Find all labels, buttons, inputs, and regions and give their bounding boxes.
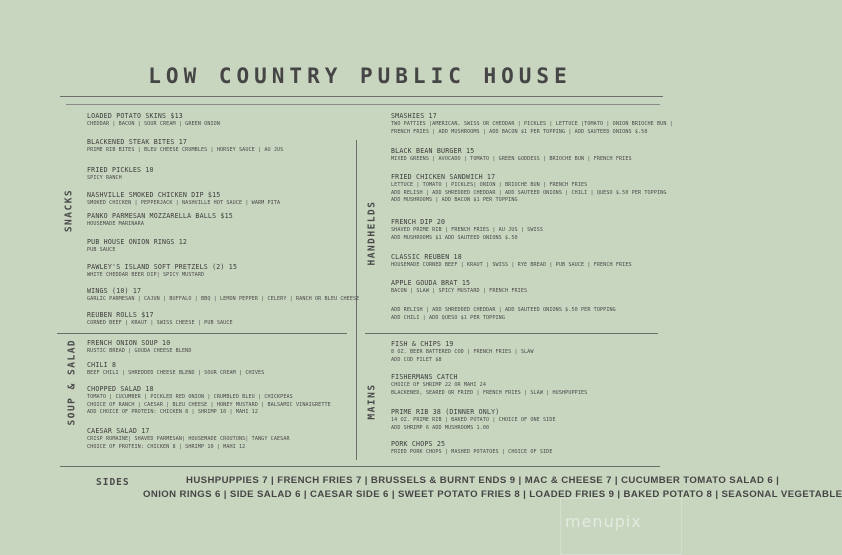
item-desc: CRISP ROMAINE| SHAVED PARMESAN| HOUSEMADE CROUTONS| TANGY CAESAR — [87, 436, 290, 442]
item-name: CAESAR SALAD 17 — [87, 427, 150, 435]
menu-item-chili — [87, 361, 264, 378]
handhelds-divider — [365, 333, 658, 334]
menu-item-wings — [87, 287, 359, 304]
snacks-label: SNACKS — [63, 188, 75, 233]
item-desc: ADD CHOICE OF PROTEIN: CHICKEN 8 | SHRIMP 10 | MAHI 12 — [87, 409, 259, 416]
item-name: PORK CHOPS 25 — [391, 440, 446, 448]
item-name: PAWLEY'S ISLAND SOFT PRETZELS (2) 15 — [87, 263, 238, 271]
item-name: FISHERMANS CATCH — [391, 373, 458, 381]
item-name: BLACKENED STEAK BITES 17 — [87, 138, 188, 146]
item-name: CLASSIC REUBEN 18 — [391, 253, 462, 261]
menu-item-soft-pretzels — [87, 263, 237, 280]
menu-item-french-onion-soup — [87, 339, 192, 356]
item-desc: LETTUCE | TOMATO | PICKLES| ONION | BRIOCHE BUN | FRENCH FRIES — [391, 182, 588, 188]
item-name: FRIED CHICKEN SANDWICH 17 — [391, 173, 496, 181]
item-name: FRIED PICKLES 10 — [87, 166, 154, 174]
menu-item-mozzarella-balls — [87, 212, 233, 229]
item-desc: HOUSEMADE CORNED BEEF | KRAUT | SWISS | RYE BREAD | PUB SAUCE | FRENCH FRIES — [391, 262, 632, 268]
item-desc: BLACKENED, SEARED OR FRIED | FRENCH FRIES | SLAW | HUSHPUPPIES — [391, 389, 588, 396]
item-desc: ADD MUSHROOMS | ADD BACON $1 PER TOPPING — [391, 197, 518, 204]
item-desc: SHAVED PRIME RIB | FRENCH FRIES | AU JUS | SWISS — [391, 227, 544, 233]
item-name: NASHVILLE SMOKED CHICKEN DIP $15 — [87, 191, 221, 199]
menu-item-fishermans-catch — [391, 373, 587, 397]
menu-item-fried-pickles — [87, 166, 154, 183]
item-desc: ADD MUSHROOMS $1 ADD SAUTEED ONIONS $.50 — [391, 234, 518, 241]
page-title: LOW COUNTRY PUBLIC HOUSE — [148, 64, 572, 88]
mains-label: MAINS — [366, 383, 378, 420]
menu-item-fish-and-chips — [391, 340, 534, 364]
item-desc: PRIME RIB BITES | BLEU CHEESE CRUMBLES | HORSEY SAUCE | AU JUS — [87, 147, 284, 153]
item-name: PUB HOUSE ONION RINGS 12 — [87, 238, 188, 246]
item-name: BLACK BEAN BURGER 15 — [391, 147, 475, 155]
item-desc: BEEF CHILI | SHREDDED CHEESE BLEND | SOUR CREAM | CHIVES — [87, 370, 265, 376]
menu-item-blackened-steak-bites — [87, 138, 283, 155]
menu-item-reuben-rolls — [87, 311, 233, 328]
item-desc: ADD CHILI | ADD QUESO $1 PER TOPPING — [391, 314, 506, 321]
sides-line-1: HUSHPUPPIES 7 | FRENCH FRIES 7 | BRUSSELS & BURNT ENDS 9 | MAC & CHEESE 7 | CUCUMBER TOMATO SALAD 6 | — [186, 475, 780, 486]
item-desc: CHOICE OF RANCH | CAESAR | BLEU CHEESE | HONEY MUSTARD | BALSAMIC VINAIGRETTE — [87, 401, 331, 408]
sides-label: SIDES — [96, 477, 130, 488]
item-desc: HOUSEMADE MARINARA — [87, 221, 145, 227]
item-name: REUBEN ROLLS $17 — [87, 311, 154, 319]
menu-item-pork-chops — [391, 440, 553, 457]
item-name: SMASHIES 17 — [391, 112, 437, 120]
menu-item-loaded-potato-skins — [87, 112, 220, 129]
item-name: PANKO PARMESAN MOZZARELLA BALLS $15 — [87, 212, 233, 220]
item-name: PRIME RIB 38 (DINNER ONLY) — [391, 408, 500, 416]
item-desc: CORNED BEEF | KRAUT | SWISS CHEESE | PUB SAUCE — [87, 320, 233, 326]
item-desc: FRIED PORK CHOPS | MASHED POTATOES | CHOICE OF SIDE — [391, 449, 553, 455]
menu-item-french-dip — [391, 218, 543, 242]
item-desc: ADD RELISH | ADD SHREDDED CHEDDAR | ADD SAUTEED ONIONS $.50 PER TOPPING — [391, 307, 616, 313]
item-name: WINGS (10) 17 — [87, 287, 142, 295]
item-desc: 14 OZ. PRIME RIB | BAKED POTATO | CHOICE OF ONE SIDE — [391, 417, 556, 423]
watermark-logo: menupix — [565, 512, 642, 531]
item-desc: CHOICE OF PROTEIN: CHICKEN 8 | SHRIMP 10 | MAHI 12 — [87, 443, 246, 450]
item-desc: TOMATO | CUCUMBER | PICKLED RED ONION | CRUMBLED BLEU | CHICKPEAS — [87, 394, 293, 400]
item-desc: WHITE CHEDDAR BEER DIP| SPICY MUSTARD — [87, 272, 205, 278]
menu-item-onion-rings — [87, 238, 187, 255]
menu-item-smashies — [391, 112, 673, 136]
item-desc: ADD COD FILET $8 — [391, 356, 442, 363]
snacks-divider — [57, 333, 347, 334]
menu-item-nashville-chicken-dip — [87, 191, 280, 208]
item-desc: CHOICE OF SHRIMP 22 OR MAHI 24 — [391, 382, 487, 388]
item-name: LOADED POTATO SKINS $13 — [87, 112, 183, 120]
item-name: CHOPPED SALAD 18 — [87, 385, 154, 393]
item-name: CHILI 8 — [87, 361, 117, 369]
menu-item-black-bean-burger — [391, 147, 632, 164]
item-desc: 8 OZ. BEER BATTERED COD | FRENCH FRIES | SLAW — [391, 349, 534, 355]
item-desc: RUSTIC BREAD | GOUDA CHEESE BLEND — [87, 348, 192, 354]
item-desc: CHEDDAR | BACON | SOUR CREAM | GREEN ONION — [87, 121, 221, 127]
menu-item-classic-reuben — [391, 253, 632, 270]
item-desc: TWO PATTIES |AMERICAN, SWISS OR CHEDDAR | PICKLES | LETTUCE |TOMATO | ONION BRIOCHE BUN | — [391, 121, 673, 127]
top-divider — [60, 96, 663, 97]
item-name: FRENCH ONION SOUP 10 — [87, 339, 171, 347]
item-desc: PUB SAUCE — [87, 247, 116, 253]
item-name: FISH & CHIPS 19 — [391, 340, 454, 348]
menu-item-fried-chicken-sandwich — [391, 173, 667, 205]
sides-line-2: ONION RINGS 6 | SIDE SALAD 6 | CAESAR SIDE 6 | SWEET POTATO FRIES 8 | LOADED FRIES 9 | BAKED POTATO 8 | SEASONAL VEGETABLE — [143, 489, 842, 500]
handhelds-label: HANDHELDS — [366, 200, 378, 266]
item-desc: BACON | SLAW | SPICY MUSTARD | FRENCH FRIES — [391, 288, 528, 294]
bottom-divider — [60, 466, 660, 467]
item-desc: MIXED GREENS | AVOCADO | TOMATO | GREEN GODDESS | BRIOCHE BUN | FRENCH FRIES — [391, 156, 632, 162]
item-name: APPLE GOUDA BRAT 15 — [391, 279, 471, 287]
item-name: FRENCH DIP 20 — [391, 218, 446, 226]
item-desc: FRENCH FRIES | ADD MUSHROOMS | ADD BACON $1 PER TOPPING | ADD SAUTEED ONIONS $.50 — [391, 128, 648, 135]
item-desc: SMOKED CHICKEN | PEPPERJACK | NASHVILLE HOT SAUCE | WARM PITA — [87, 200, 281, 206]
menu-item-chopped-salad — [87, 385, 331, 417]
menu-item-caesar-salad — [87, 427, 290, 451]
item-desc: GARLIC PARMESAN | CAJUN | BUFFALO | BBQ | LEMON PEPPER | CELERY | RANCH OR BLEU CHEESE — [87, 296, 360, 302]
menu-item-prime-rib — [391, 408, 556, 432]
menu-item-brat-addons — [391, 307, 616, 322]
item-desc: SPICY RANCH — [87, 175, 122, 181]
item-desc: ADD SHRIMP 6 ADD MUSHROOMS 1.00 — [391, 424, 490, 431]
item-desc: ADD RELISH | ADD SHREDDED CHEDDAR | ADD SAUTEED ONIONS | CHILI | QUESO $.50 PER TOPPING — [391, 189, 667, 196]
top-divider-thin — [66, 104, 660, 105]
soup-salad-label: SOUP & SALAD — [66, 338, 78, 426]
menu-item-apple-gouda-brat — [391, 279, 527, 296]
